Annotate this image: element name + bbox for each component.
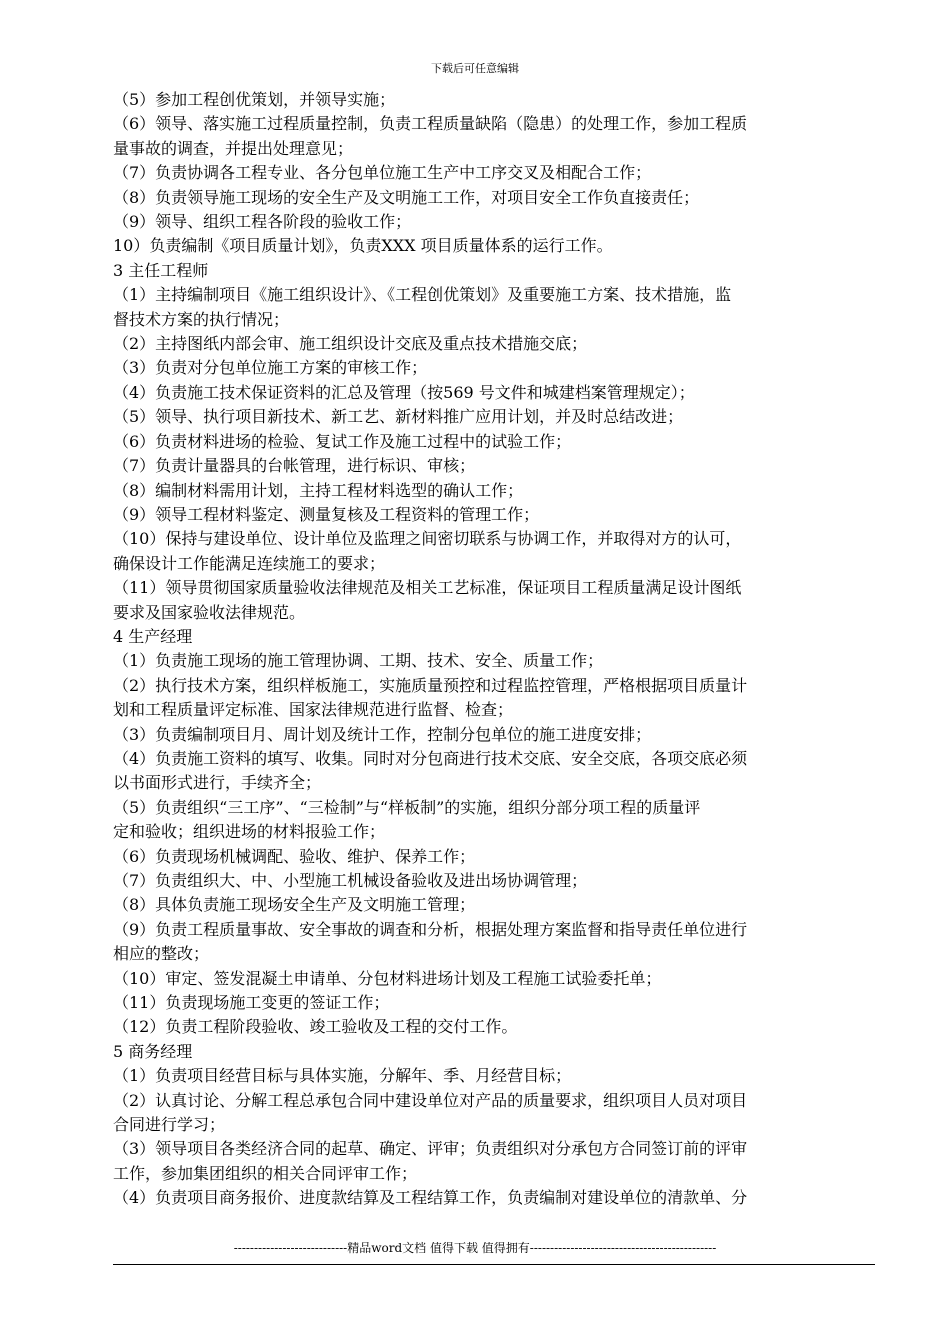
text-line: （11）领导贯彻国家质量验收法律规范及相关工艺标准，保证项目工程质量满足设计图纸 [113, 578, 742, 598]
text-line: （2）认真讨论、分解工程总承包合同中建设单位对产品的质量要求，组织项目人员对项目 [113, 1090, 748, 1110]
text-line: 划和工程质量评定标准、国家法律规范进行监督、检查； [113, 700, 514, 720]
text-line: （7）负责组织大、中、小型施工机械设备验收及进出场协调管理； [113, 871, 588, 890]
text-line: 确保设计工作能满足连续施工的要求； [113, 553, 386, 573]
text-line: （9）领导、组织工程各阶段的验收工作； [113, 212, 412, 232]
text-line: 要求及国家验收法律规范。 [113, 602, 306, 622]
text-line: （3）领导项目各类经济合同的起草、确定、评审；负责组织对分承包方合同签订前的评审 [113, 1139, 748, 1159]
text-line: （1）负责项目经营目标与具体实施，分解年、季、月经营目标； [113, 1066, 572, 1086]
text-line: （4）负责项目商务报价、进度款结算及工程结算工作，负责编制对建设单位的清款单、分 [113, 1188, 748, 1208]
text-line: （3）负责对分包单位施工方案的审核工作； [113, 358, 428, 378]
text-line: （6）负责现场机械调配、验收、维护、保养工作； [113, 846, 476, 866]
text-line: （8）具体负责施工现场安全生产及文明施工管理； [113, 895, 476, 915]
text-line: 定和验收；组织进场的材料报验工作； [113, 822, 386, 842]
text-line: （1）负责施工现场的施工管理协调、工期、技术、安全、质量工作； [113, 651, 604, 671]
text-line: 工作，参加集团组织的相关合同评审工作； [113, 1163, 418, 1183]
text-line: （12）负责工程阶段验收、竣工验收及工程的交付工作。 [113, 1017, 518, 1037]
text-line: （1）主持编制项目《施工组织设计》、《工程创优策划》及重要施工方案、技术措施，监 [113, 285, 732, 305]
text-line: （6）负责材料进场的检验、复试工作及施工过程中的试验工作； [113, 431, 572, 451]
text-line: （3）负责编制项目月、周计划及统计工作，控制分包单位的施工进度安排； [113, 724, 652, 744]
page-header: 下载后可任意编辑 [431, 62, 519, 75]
text-line: （7）负责协调各工程专业、各分包单位施工生产中工序交叉及相配合工作； [113, 163, 652, 183]
text-line: （10）保持与建设单位、设计单位及监理之间密切联系与协调工作，并取得对方的认可， [113, 529, 742, 549]
text-line: （8）编制材料需用计划，主持工程材料选型的确认工作； [113, 480, 524, 500]
text-line: 相应的整改； [113, 944, 210, 964]
text-line: （5）领导、执行项目新技术、新工艺、新材料推广应用计划，并及时总结改进； [113, 407, 684, 427]
text-line: （9）负责工程质量事故、安全事故的调查和分析，根据处理方案监督和指导责任单位进行 [113, 919, 748, 939]
text-line: 督技术方案的执行情况； [113, 309, 290, 329]
text-line: 5 商务经理 [113, 1041, 193, 1061]
page-footer: ----------------------------精品word文档 值得下载 值得拥有---------------------------------------------- [233, 1241, 717, 1255]
text-line: （11）负责现场施工变更的签证工作； [113, 993, 390, 1013]
footer-divider [113, 1264, 875, 1265]
text-line: 量事故的调查，并提出处理意见； [113, 138, 354, 158]
text-line: （6）领导、落实施工过程质量控制，负责工程质量缺陷（隐患）的处理工作，参加工程质 [113, 114, 748, 134]
text-line: 10）负责编制《项目质量计划》，负责XXX 项目质量体系的运行工作。 [113, 236, 613, 256]
text-line: （8）负责领导施工现场的安全生产及文明施工工作，对项目安全工作负直接责任； [113, 187, 700, 207]
text-line: （4）负责施工资料的填写、收集。同时对分包商进行技术交底、安全交底，各项交底必须 [113, 748, 748, 768]
text-line: （2）主持图纸内部会审、施工组织设计交底及重点技术措施交底； [113, 334, 588, 354]
text-line: 4 生产经理 [113, 626, 193, 646]
text-line: （4）负责施工技术保证资料的汇总及管理（按569 号文件和城建档案管理规定）； [113, 382, 695, 402]
text-line: （5）负责组织“三工序”、“三检制”与“样板制”的实施，组织分部分项工程的质量评 [113, 797, 701, 817]
text-line: （9）领导工程材料鉴定、测量复核及工程资料的管理工作； [113, 504, 540, 524]
text-line: （5）参加工程创优策划，并领导实施； [113, 90, 396, 109]
text-line: 3 主任工程师 [113, 260, 209, 280]
text-line: 合同进行学习； [113, 1115, 226, 1135]
text-line: （10）审定、签发混凝土申请单、分包材料进场计划及工程施工试验委托单； [113, 968, 662, 988]
document-body [113, 88, 873, 1211]
text-line: （7）负责计量器具的台帐管理，进行标识、审核； [113, 456, 476, 476]
text-line: 以书面形式进行，手续齐全； [113, 773, 322, 793]
text-line: （2）执行技术方案，组织样板施工，实施质量预控和过程监控管理，严格根据项目质量计 [113, 675, 748, 695]
